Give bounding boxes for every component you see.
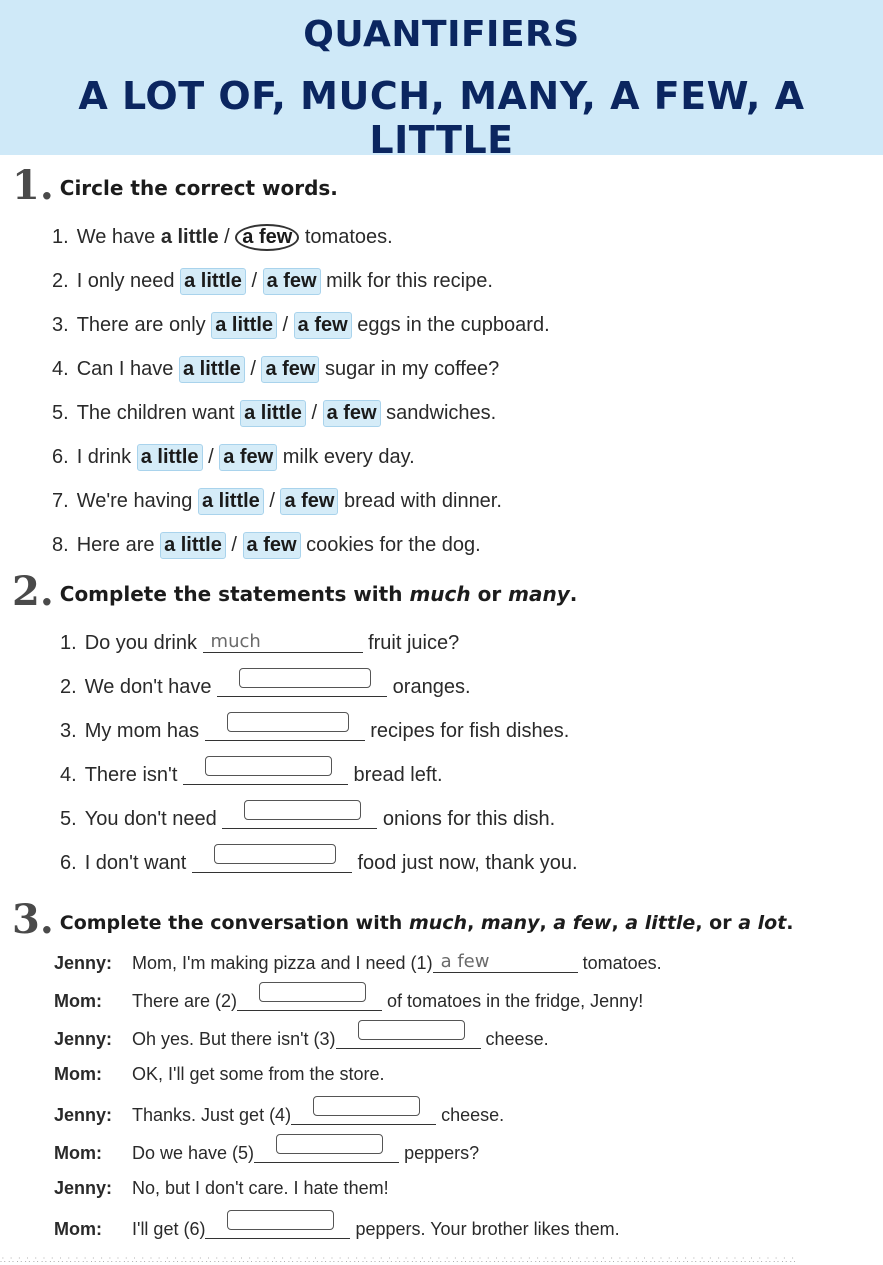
speaker-name: Mom: xyxy=(54,1219,102,1239)
conversation-line xyxy=(54,1178,389,1199)
line-text-post: cheese. xyxy=(480,1029,549,1049)
answer-input-box[interactable] xyxy=(259,982,366,1002)
section-2-heading: 2. Complete the statements with much or many. xyxy=(12,568,578,615)
header-banner xyxy=(0,0,883,162)
exercise-1-item xyxy=(52,488,502,515)
section-3-number: 3. xyxy=(12,896,54,943)
item-text-post: eggs in the cupboard. xyxy=(351,314,550,336)
option-separator: / xyxy=(244,358,262,380)
item-number: 5. xyxy=(52,402,69,424)
item-text-post: tomatoes. xyxy=(299,226,393,248)
page-subtitle: A LOT OF, MUCH, MANY, A FEW, A LITTLE xyxy=(78,74,805,162)
answer-blank[interactable] xyxy=(254,1140,399,1163)
option-separator: / xyxy=(245,270,263,292)
item-number: 5. xyxy=(60,808,77,830)
section-1-title: Circle the correct words. xyxy=(59,176,338,200)
option-separator: / xyxy=(263,490,281,512)
item-text-post: recipes for fish dishes. xyxy=(364,720,570,742)
answer-input-box[interactable] xyxy=(358,1020,465,1040)
speaker-name: Jenny: xyxy=(54,1105,113,1125)
item-number: 4. xyxy=(60,764,77,786)
answer-blank[interactable] xyxy=(222,806,377,829)
line-text-pre: Mom, I'm making pizza and I need (1) xyxy=(132,953,433,973)
item-text-pre: We have xyxy=(76,226,161,248)
item-number: 6. xyxy=(60,852,77,874)
item-number: 7. xyxy=(52,490,69,512)
item-text-post: oranges. xyxy=(387,676,471,698)
item-text-pre: Can I have xyxy=(76,358,179,380)
conversation-line xyxy=(54,1216,620,1240)
item-text-pre: The children want xyxy=(76,402,241,424)
speaker-name: Jenny: xyxy=(54,953,113,973)
line-text-post: peppers. Your brother likes them. xyxy=(350,1219,620,1239)
section-2-number: 2. xyxy=(12,568,54,615)
item-text-pre: You don't need xyxy=(84,808,223,830)
item-text-post: sugar in my coffee? xyxy=(319,358,500,380)
line-text-post: cheese. xyxy=(436,1105,505,1125)
answer-input-box[interactable] xyxy=(244,800,361,820)
handwritten-answer: a few xyxy=(440,951,490,972)
conversation-line xyxy=(54,1140,479,1164)
exercise-2-item xyxy=(60,806,555,831)
option-a-little[interactable]: a little xyxy=(240,400,306,427)
exercise-2-item xyxy=(60,718,569,743)
item-text-post: milk every day. xyxy=(277,446,415,468)
answer-blank[interactable] xyxy=(433,950,578,973)
answer-blank[interactable] xyxy=(336,1026,481,1049)
section-1-number: 1. xyxy=(12,162,54,209)
option-a-little[interactable]: a little xyxy=(160,226,219,248)
answer-input-box[interactable] xyxy=(205,756,332,776)
answer-input-box[interactable] xyxy=(239,668,371,688)
item-text-post: cookies for the dog. xyxy=(300,534,481,556)
option-a-few-circled[interactable]: a few xyxy=(235,224,299,251)
speaker-name: Mom: xyxy=(54,991,102,1011)
item-number: 2. xyxy=(60,676,77,698)
line-text-post: tomatoes. xyxy=(577,953,662,973)
speaker-name: Mom: xyxy=(54,1143,102,1163)
page-title: QUANTIFIERS xyxy=(303,14,580,55)
exercise-1-item xyxy=(52,268,493,295)
line-text-pre: No, but I don't care. I hate them! xyxy=(132,1178,389,1198)
speaker-name: Jenny: xyxy=(54,1029,113,1049)
option-separator: / xyxy=(218,226,236,248)
answer-blank[interactable] xyxy=(205,718,365,741)
line-text-pre: I'll get (6) xyxy=(132,1219,206,1239)
option-separator: / xyxy=(277,314,294,336)
answer-input-box[interactable] xyxy=(227,712,349,732)
speaker-name: Mom: xyxy=(54,1064,102,1084)
option-a-few[interactable]: a few xyxy=(219,444,277,471)
answer-blank[interactable] xyxy=(183,762,348,785)
answer-input-box[interactable] xyxy=(214,844,336,864)
item-number: 1. xyxy=(52,226,69,248)
option-a-little[interactable]: a little xyxy=(198,488,264,515)
section-3-heading: 3. Complete the conversation with much, many, a few, a little, or a lot. xyxy=(12,896,794,943)
option-a-little[interactable]: a little xyxy=(211,312,277,339)
option-a-little[interactable]: a little xyxy=(180,268,246,295)
conversation-line xyxy=(54,988,643,1012)
item-number: 1. xyxy=(60,632,77,654)
item-text-post: milk for this recipe. xyxy=(320,270,493,292)
option-a-little[interactable]: a little xyxy=(137,444,203,471)
conversation-line xyxy=(54,1102,504,1126)
exercise-1-item xyxy=(52,444,415,471)
exercise-2-item xyxy=(60,630,459,655)
answer-blank[interactable] xyxy=(237,988,382,1011)
item-text-pre: My mom has xyxy=(84,720,205,742)
item-text-pre: We don't have xyxy=(84,676,218,698)
option-a-little[interactable]: a little xyxy=(160,532,226,559)
line-text-pre: Oh yes. But there isn't (3) xyxy=(132,1029,336,1049)
exercise-1-item xyxy=(52,224,393,251)
answer-blank[interactable] xyxy=(192,850,352,873)
item-text-pre: I only need xyxy=(76,270,181,292)
answer-blank[interactable] xyxy=(203,630,363,653)
line-text-post: of tomatoes in the fridge, Jenny! xyxy=(382,991,644,1011)
speaker-name: Jenny: xyxy=(54,1178,113,1198)
exercise-2-item xyxy=(60,850,578,875)
item-number: 8. xyxy=(52,534,69,556)
item-number: 4. xyxy=(52,358,69,380)
item-number: 3. xyxy=(60,720,77,742)
handwritten-answer: much xyxy=(210,631,261,652)
exercise-1-item xyxy=(52,400,496,427)
option-a-few[interactable]: a few xyxy=(261,356,319,383)
exercise-2-item xyxy=(60,674,471,699)
section-1-heading xyxy=(12,162,338,209)
option-a-few[interactable]: a few xyxy=(294,312,352,339)
conversation-line xyxy=(54,1064,385,1085)
item-number: 6. xyxy=(52,446,69,468)
exercise-1-item xyxy=(52,312,550,339)
option-a-few[interactable]: a few xyxy=(263,268,321,295)
item-text-post: bread with dinner. xyxy=(338,490,502,512)
line-text-pre: Do we have (5) xyxy=(132,1143,255,1163)
item-text-pre: I drink xyxy=(76,446,137,468)
line-text-pre: OK, I'll get some from the store. xyxy=(132,1064,385,1084)
answer-blank[interactable] xyxy=(217,674,387,697)
option-a-little[interactable]: a little xyxy=(179,356,245,383)
item-text-post: fruit juice? xyxy=(362,632,460,654)
option-separator: / xyxy=(305,402,323,424)
answer-input-box[interactable] xyxy=(313,1096,420,1116)
option-a-few[interactable]: a few xyxy=(323,400,381,427)
item-text-pre: I don't want xyxy=(84,852,192,874)
line-text-post: peppers? xyxy=(399,1143,480,1163)
decorative-border: ∴ ∴ ∴ ∴ ∴ ∴ ∴ ∴ ∴ ∴ ∴ ∴ ∴ ∴ ∴ ∴ ∴ ∴ ∴ ∴ ∴ ∴ ∴ ∴ ∴ ∴ ∴ ∴ ∴ ∴ ∴ ∴ ∴ ∴ ∴ ∴ ∴ ∴ ∴ ∴ ∴ ∴ ∴ ∴ ∴ ∴ ∴ ∴ ∴ ∴ ∴ ∴ ∴ ∴ ∴ ∴ ∴ ∴ ∴ ∴ ∴ ∴ ∴ ∴ ∴ ∴ ∴ ∴ ∴ ∴ ∴ ∴ ∴ ∴ ∴ ∴ ∴ ∴ ∴ ∴ ∴ ∴ ∴ ∴ ∴ ∴ ∴ ∴ ∴ ∴ ∴ ∴ ∴ ∴ ∴ ∴ ∴ xyxy=(0,1255,796,1265)
item-text-post: bread left. xyxy=(348,764,443,786)
answer-blank[interactable] xyxy=(205,1216,350,1239)
exercise-1-item xyxy=(52,532,481,559)
item-text-post: onions for this dish. xyxy=(377,808,556,830)
option-separator: / xyxy=(225,534,243,556)
line-text-pre: Thanks. Just get (4) xyxy=(132,1105,292,1125)
exercise-1-item xyxy=(52,356,499,383)
conversation-line xyxy=(54,950,662,974)
option-a-few[interactable]: a few xyxy=(243,532,301,559)
exercise-2-item xyxy=(60,762,443,787)
line-text-pre: There are (2) xyxy=(132,991,238,1011)
item-text-pre: Here are xyxy=(76,534,161,556)
item-text-pre: There are only xyxy=(76,314,212,336)
item-text-pre: There isn't xyxy=(84,764,183,786)
option-a-few[interactable]: a few xyxy=(280,488,338,515)
conversation-line xyxy=(54,1026,549,1050)
answer-input-box[interactable] xyxy=(227,1210,334,1230)
item-number: 3. xyxy=(52,314,69,336)
item-text-post: food just now, thank you. xyxy=(351,852,578,874)
answer-input-box[interactable] xyxy=(276,1134,383,1154)
item-text-pre: We're having xyxy=(76,490,198,512)
item-text-post: sandwiches. xyxy=(380,402,497,424)
answer-blank[interactable] xyxy=(291,1102,436,1125)
item-text-pre: Do you drink xyxy=(84,632,203,654)
option-separator: / xyxy=(202,446,220,468)
item-number: 2. xyxy=(52,270,69,292)
